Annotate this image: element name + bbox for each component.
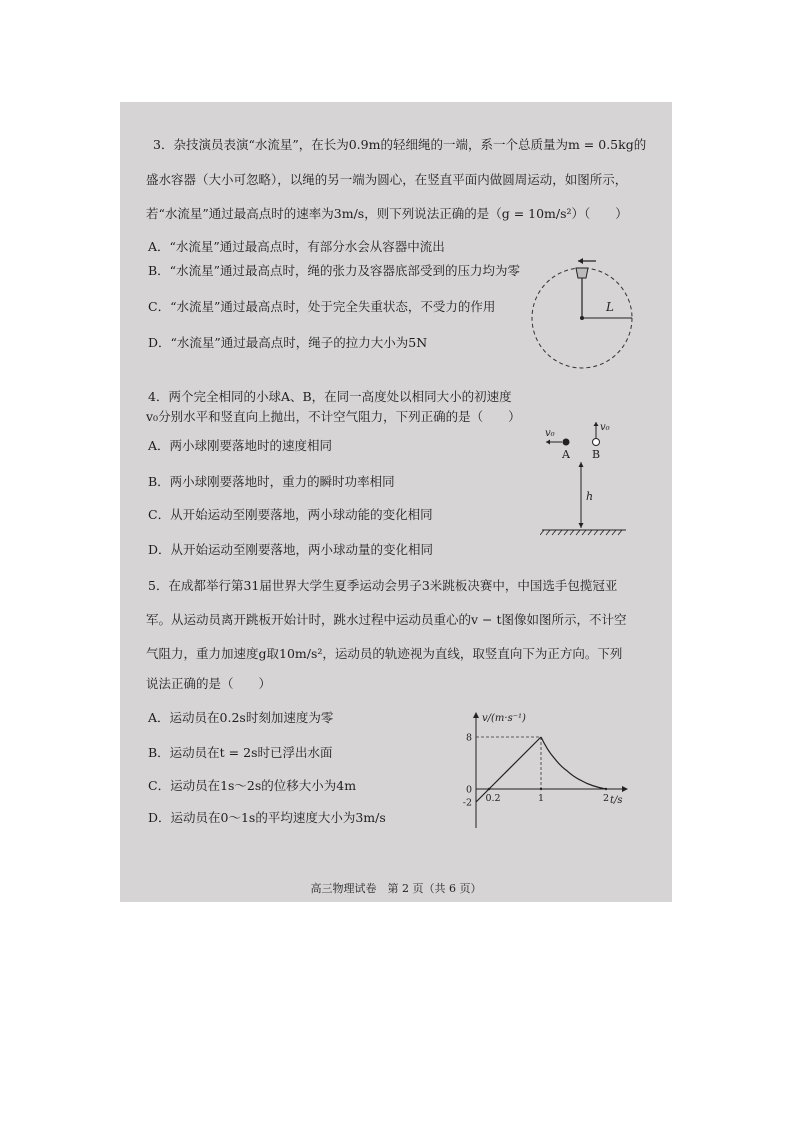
x-axis-label: t/s: [610, 795, 623, 806]
y-axis-label: v/(m·s⁻¹): [482, 713, 526, 724]
q5-stem-line-4: 说法正确的是（ ）: [146, 676, 272, 691]
velocity-line-rising: [476, 737, 541, 802]
y-tick-label-2: -2: [462, 797, 472, 809]
q5-option-c: C．运动员在1s～2s的位移大小为4m: [148, 778, 357, 793]
x-tick-label-0: 0.2: [485, 793, 501, 804]
q5-option-d: D．运动员在0～1s的平均速度大小为3m/s: [148, 810, 386, 825]
q3-option-c: C．“水流星”通过最高点时，处于完全失重状态，不受力的作用: [148, 299, 496, 314]
y-axis-arrowhead: [473, 712, 479, 718]
q4-option-a: A．两小球刚要落地时的速度相同: [148, 438, 333, 453]
y-tick-label-1: 0: [465, 784, 472, 796]
q4-stem-line-1: 4．两个完全相同的小球A、B，在同一高度处以相同大小的初速度: [148, 389, 512, 404]
q3-stem-line-1: 3．杂技演员表演“水流星”，在长为0.9m的轻细绳的一端，系一个总质量为m = 0.5kg的: [153, 137, 647, 152]
q3-option-b: B．“水流星”通过最高点时，绳的张力及容器底部受到的压力均为零: [148, 263, 520, 278]
velocity-curve-decay: [541, 737, 606, 789]
ball-a-label: A: [562, 448, 570, 461]
x-axis-arrowhead: [622, 786, 628, 792]
q5-vt-chart: [456, 708, 636, 834]
x-tick-mark-1: [540, 788, 542, 790]
page-footer: 高三物理试卷 第 2 页（共 6 页）: [310, 882, 482, 895]
v0-left-label: v₀: [545, 428, 555, 439]
q5-stem-line-1: 5．在成都举行第31届世界大学生夏季运动会男子3米跳板决赛中，中国选手包揽冠亚: [148, 578, 618, 593]
height-label: h: [586, 490, 594, 503]
height-arrowhead-bottom: [579, 523, 584, 528]
y-tick-label-0: 8: [465, 732, 472, 744]
q3-stem-line-2: 盛水容器（大小可忽略），以绳的另一端为圆心，在竖直平面内做圆周运动，如图所示，: [146, 172, 628, 187]
radius-label: L: [606, 300, 614, 314]
q4-stem-line-2: v₀分别水平和竖直向上抛出，不计空气阻力，下列正确的是（ ）: [146, 409, 521, 424]
q4-projectile-diagram: [540, 418, 640, 538]
q3-option-d: D．“水流星”通过最高点时，绳子的拉力大小为5N: [148, 335, 428, 350]
q4-option-d: D．从开始运动至刚要落地，两小球动量的变化相同: [148, 542, 434, 557]
v0-up-label: v₀: [600, 422, 610, 433]
ball-b-label: B: [592, 448, 601, 461]
q3-circle-diagram: [526, 254, 638, 372]
ball-b: [593, 439, 600, 446]
q5-stem-line-2: 军。从运动员离开跳板开始计时，跳水过程中运动员重心的v − t图像如图所示，不计空: [146, 612, 627, 627]
q5-stem-line-3: 气阻力，重力加速度g取10m/s²，运动员的轨迹视为直线，取竖直向下为正方向。下列: [146, 646, 623, 661]
q4-option-c: C．从开始运动至刚要落地，两小球动能的变化相同: [148, 507, 433, 522]
x-tick-label-2: 2: [602, 793, 610, 804]
v0-up-arrowhead: [594, 422, 599, 426]
water-container: [576, 268, 588, 278]
exam-page: [120, 102, 672, 902]
ground-hatching: [540, 530, 622, 535]
q5-option-a: A．运动员在0.2s时刻加速度为零: [148, 710, 334, 725]
q3-stem-line-3: 若“水流星”通过最高点时的速率为3m/s，则下列说法正确的是（g = 10m/s²）（ ）: [146, 206, 628, 221]
x-tick-label-1: 1: [537, 793, 545, 804]
velocity-arrowhead: [578, 258, 583, 264]
q4-option-b: B．两小球刚要落地时，重力的瞬时功率相同: [148, 474, 395, 489]
height-arrowhead-top: [579, 462, 584, 467]
ball-a: [563, 439, 570, 446]
v0-left-arrowhead: [546, 440, 550, 445]
q5-option-b: B．运动员在t = 2s时已浮出水面: [148, 745, 333, 760]
q3-option-a: A．“水流星”通过最高点时，有部分水会从容器中流出: [148, 239, 445, 254]
